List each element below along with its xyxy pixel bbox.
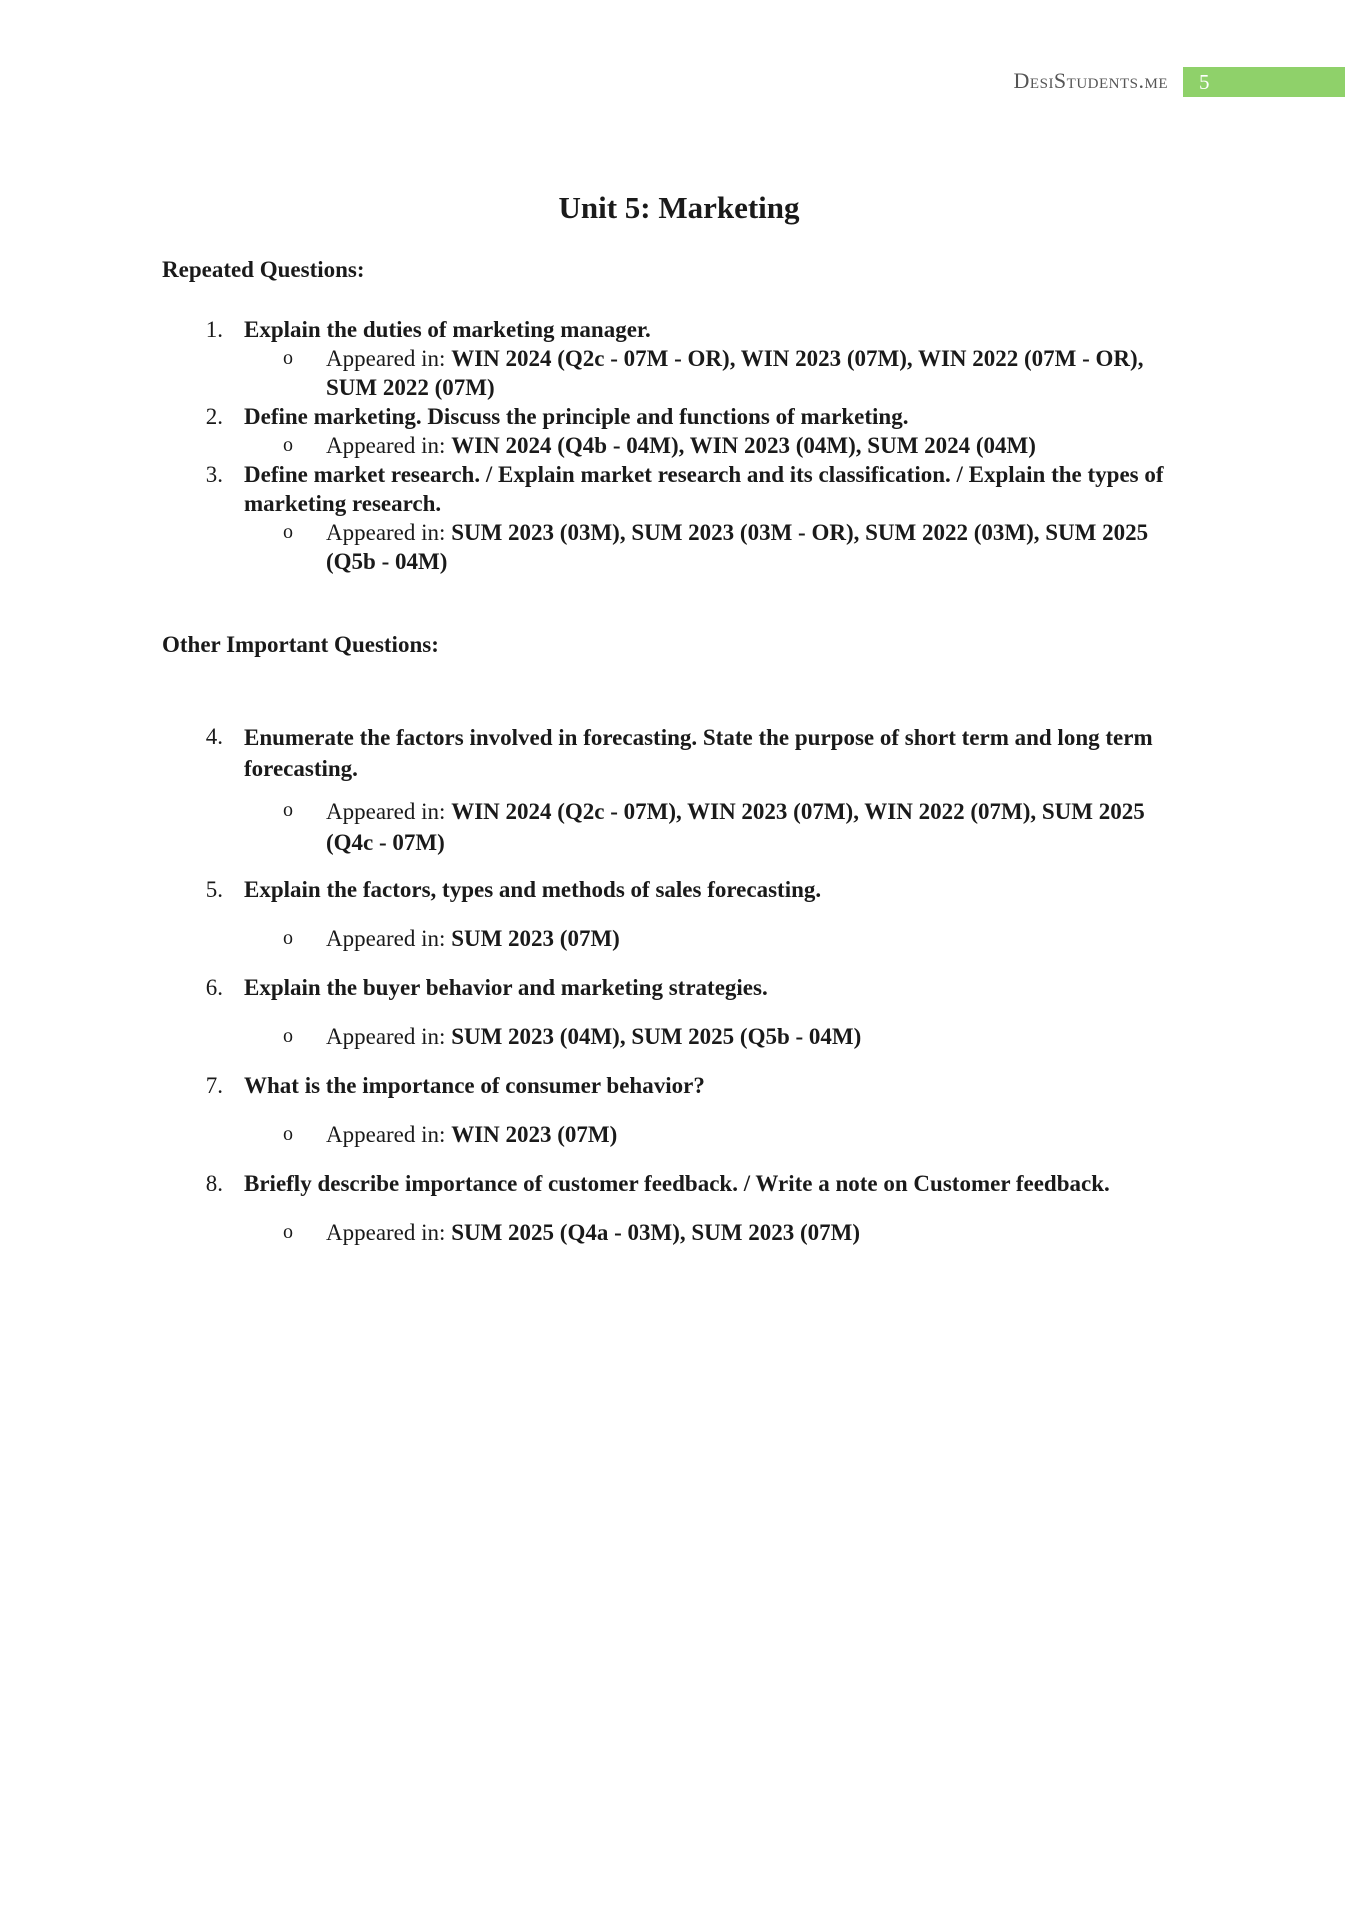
page-title: Unit 5: Marketing: [558, 190, 800, 225]
appeared-label: Appeared in:: [326, 1122, 446, 1147]
appeared-label: Appeared in:: [326, 346, 446, 371]
question-text: Explain the factors, types and methods of sales forecasting.: [244, 877, 822, 902]
appeared-label: Appeared in:: [326, 1024, 446, 1049]
circle-bullet-icon: o: [283, 521, 293, 543]
appeared-sessions: SUM 2025 (Q4a - 03M), SUM 2023 (07M): [451, 1220, 861, 1245]
question-text: Explain the duties of marketing manager.: [244, 317, 651, 342]
circle-bullet-icon: o: [283, 434, 293, 456]
circle-bullet-icon: o: [283, 927, 293, 949]
circle-bullet-icon: o: [283, 347, 293, 369]
appeared-sessions: SUM 2023 (07M): [451, 926, 620, 951]
question-number: 4.: [205, 724, 223, 749]
appeared-label: Appeared in:: [326, 1220, 446, 1245]
question-text: Define marketing. Discuss the principle and functions of marketing.: [244, 404, 909, 429]
appeared-sessions: SUM 2023 (04M), SUM 2025 (Q5b - 04M): [451, 1024, 862, 1049]
question-text: What is the importance of consumer behavior?: [244, 1073, 705, 1098]
question-number: 1.: [205, 317, 223, 342]
question-number: 2.: [205, 404, 223, 429]
appeared-label: Appeared in:: [326, 520, 446, 545]
circle-bullet-icon: o: [283, 799, 293, 821]
circle-bullet-icon: o: [283, 1123, 293, 1145]
question-number: 8.: [205, 1171, 223, 1196]
appeared-label: Appeared in:: [326, 799, 446, 824]
circle-bullet-icon: o: [283, 1025, 293, 1047]
site-name: DesiStudents.me: [1013, 68, 1168, 93]
question-number: 6.: [205, 975, 223, 1000]
question-number: 7.: [205, 1073, 223, 1098]
question-number: 5.: [205, 877, 223, 902]
appeared-sessions: WIN 2023 (07M): [451, 1122, 618, 1147]
appeared-sessions: WIN 2024 (Q2c - 07M), WIN 2023 (07M), WIN 2022 (07M), SUM 2025 (Q4c - 07M): [326, 799, 1145, 855]
appeared-sessions: SUM 2023 (03M), SUM 2023 (03M - OR), SUM 2022 (03M), SUM 2025 (Q5b - 04M): [326, 520, 1149, 574]
circle-bullet-icon: o: [283, 1221, 293, 1243]
page-number-badge: 5: [1183, 67, 1345, 97]
question-number: 3.: [205, 462, 223, 487]
appeared-label: Appeared in:: [326, 433, 446, 458]
other-questions-heading: Other Important Questions:: [162, 632, 439, 657]
appeared-sessions: WIN 2024 (Q4b - 04M), WIN 2023 (04M), SUM 2024 (04M): [451, 433, 1036, 458]
appeared-sessions: WIN 2024 (Q2c - 07M - OR), WIN 2023 (07M), WIN 2022 (07M - OR), SUM 2022 (07M): [326, 346, 1144, 400]
question-text: Enumerate the factors involved in forecasting. State the purpose of short term and long term forecasting.: [244, 725, 1153, 781]
repeated-questions-heading: Repeated Questions:: [162, 257, 365, 282]
question-text: Explain the buyer behavior and marketing strategies.: [244, 975, 768, 1000]
question-text: Briefly describe importance of customer feedback. / Write a note on Customer feedback.: [244, 1171, 1110, 1196]
appeared-label: Appeared in:: [326, 926, 446, 951]
question-text: Define market research. / Explain market research and its classification. / Explain the types of marketing research.: [244, 462, 1164, 516]
